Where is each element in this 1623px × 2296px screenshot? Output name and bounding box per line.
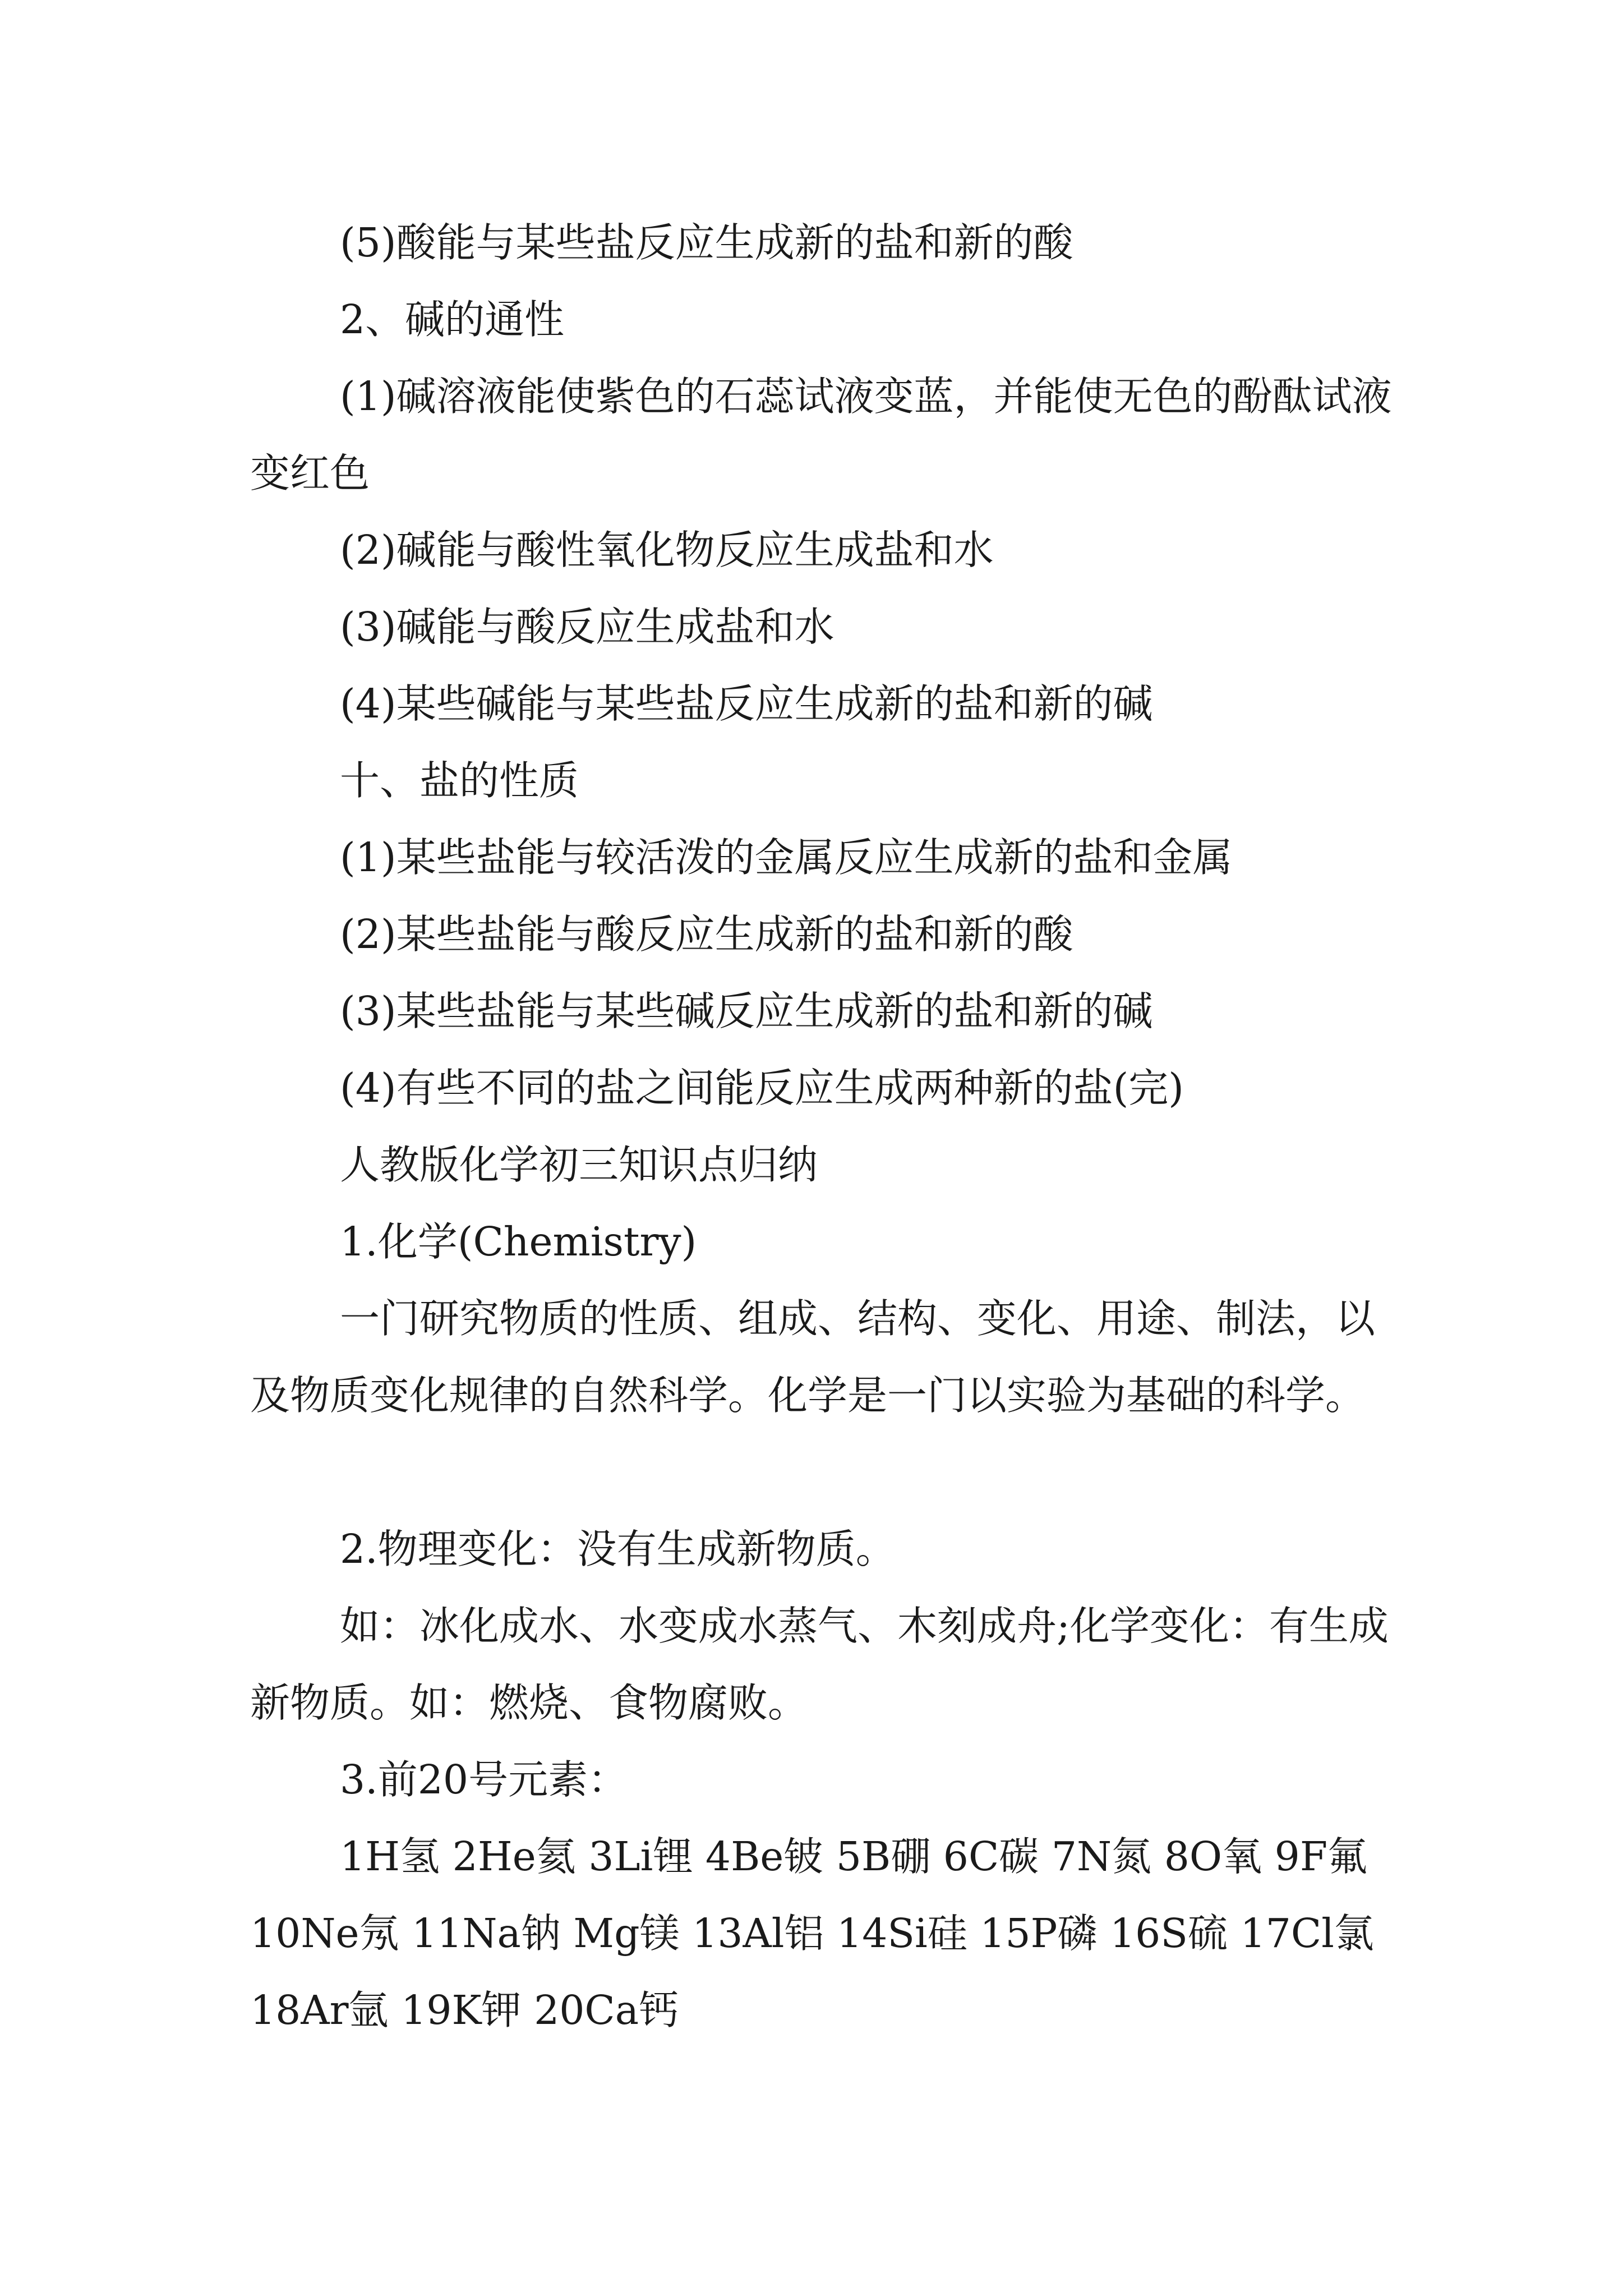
paragraph-salt-metal: (1)某些盐能与较活泼的金属反应生成新的盐和金属 <box>340 834 1233 881</box>
heading-base-properties: 2、碱的通性 <box>340 296 565 343</box>
heading-chemistry: 1.化学(Chemistry) <box>340 1218 697 1265</box>
paragraph-base-salt: (4)某些碱能与某些盐反应生成新的盐和新的碱 <box>340 680 1153 727</box>
heading-first-20-elements: 3.前20号元素： <box>340 1756 628 1803</box>
heading-knowledge-summary: 人教版化学初三知识点归纳 <box>340 1142 818 1188</box>
paragraph-salt-base: (3)某些盐能与某些碱反应生成新的盐和新的碱 <box>340 988 1153 1034</box>
paragraph-physical-change: 2.物理变化：没有生成新物质。 <box>340 1526 896 1572</box>
paragraph-base-indicator: (1)碱溶液能使紫色的石蕊试液变蓝，并能使无色的酚酞试液变红色 <box>250 373 1392 496</box>
paragraph-base-acidic-oxide: (2)碱能与酸性氧化物反应生成盐和水 <box>340 527 994 573</box>
paragraph-change-examples: 如：冰化成水、水变成水蒸气、木刻成舟;化学变化：有生成新物质。如：燃烧、食物腐败。 <box>250 1603 1389 1726</box>
paragraph-salt-salt: (4)有些不同的盐之间能反应生成两种新的盐(完) <box>340 1065 1184 1111</box>
paragraph-base-acid: (3)碱能与酸反应生成盐和水 <box>340 604 834 650</box>
paragraph-salt-acid: (2)某些盐能与酸反应生成新的盐和新的酸 <box>340 911 1073 958</box>
paragraph-acid-salt-reaction: (5)酸能与某些盐反应生成新的盐和新的酸 <box>340 219 1073 266</box>
paragraph-chemistry-definition: 一门研究物质的性质、组成、结构、变化、用途、制法，以及物质变化规律的自然科学。化学是一门以实验为基础的科学。 <box>250 1295 1376 1419</box>
paragraph-element-list: 1H氢 2He氦 3Li锂 4Be铍 5B硼 6C碳 7N氮 8O氧 9F氟 10Ne氖 11Na钠 Mg镁 13Al铝 14Si硅 15P磷 16S硫 17Cl氯 18Ar氩 19K钾 20Ca钙 <box>250 1833 1374 2033</box>
heading-salt-properties: 十、盐的性质 <box>340 757 579 804</box>
